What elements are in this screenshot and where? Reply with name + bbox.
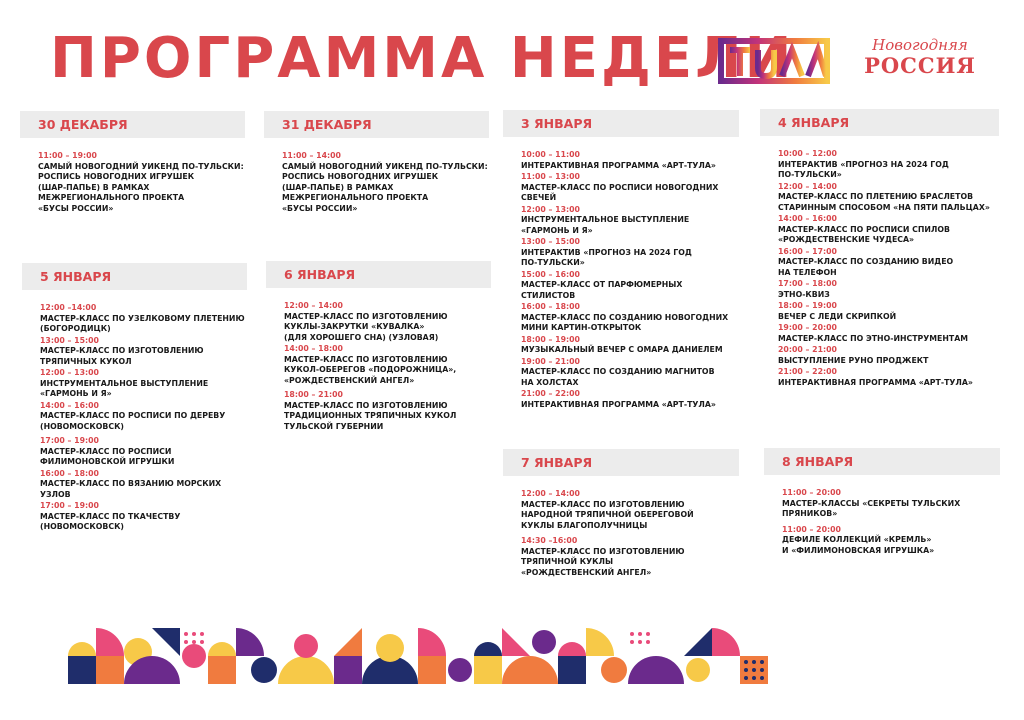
event-time: 16:00 – 18:00 [521,302,580,311]
event-time: 18:00 – 21:00 [284,390,343,399]
day-card-jan-5 [22,263,247,534]
event-title: МАСТЕР-КЛАСС ПО ИЗГОТОВЛЕНИЮ КУКЛЫ-ЗАКРУТКИ «КУВАЛКА» (ДЛЯ ХОРОШЕГО СНА) (УЗЛОВАЯ) [284,311,448,342]
event-title: ДЕФИЛЕ КОЛЛЕКЦИЙ «КРЕМЛЬ» И «ФИЛИМОНОВСКАЯ ИГРУШКА» [782,535,935,555]
day-card-jan-6 [266,261,491,433]
event-item [521,205,739,237]
event-item [284,301,491,343]
event-item [778,149,999,181]
event-title: МАСТЕР-КЛАСС ПО ТКАЧЕСТВУ (НОВОМОСКОВСК) [40,511,181,531]
event-time: 10:00 – 12:00 [778,149,837,158]
day-header: 7 ЯНВАРЯ [503,449,739,476]
day-card-jan-3 [503,110,739,411]
event-time: 18:00 – 19:00 [778,301,837,310]
day-card-dec-31 [264,111,489,215]
event-item [778,214,999,246]
tula-logo [718,38,830,88]
event-item [778,367,999,388]
event-list [266,288,491,432]
event-time: 17:00 – 18:00 [778,279,837,288]
event-time: 19:00 – 20:00 [778,323,837,332]
event-title: МАСТЕР-КЛАСС ПО РОСПИСИ СПИЛОВ «РОЖДЕСТВЕНСКИЕ ЧУДЕСА» [778,224,950,244]
event-time: 21:00 – 22:00 [521,389,580,398]
event-list [264,138,489,214]
event-time: 14:00 – 16:00 [778,214,837,223]
day-header: 6 ЯНВАРЯ [266,261,491,288]
event-item [40,303,247,335]
event-title: ИНТЕРАКТИВ «ПРОГНОЗ НА 2024 ГОД ПО-ТУЛЬСКИ» [521,247,692,267]
event-time: 12:00 – 13:00 [40,368,99,377]
event-time: 20:00 – 21:00 [778,345,837,354]
decorative-ornament-strip [68,628,768,688]
event-title: МАСТЕР-КЛАСС ПО СОЗДАНИЮ ВИДЕО НА ТЕЛЕФОН [778,257,954,277]
event-list [760,136,999,388]
event-item [778,279,999,300]
event-list [22,290,247,533]
event-item [778,247,999,279]
page-title: ПРОГРАММА НЕДЕЛИ [50,26,795,91]
event-item [521,357,739,389]
event-list [20,138,245,214]
event-item [521,150,739,171]
event-time: 17:00 – 19:00 [40,436,99,445]
event-title: ИНТЕРАКТИВ «ПРОГНОЗ НА 2024 ГОД ПО-ТУЛЬСКИ» [778,159,949,179]
event-title: ИНСТРУМЕНТАЛЬНОЕ ВЫСТУПЛЕНИЕ «ГАРМОНЬ И Я» [40,378,209,398]
event-item [521,536,739,578]
event-title: ИНТЕРАКТИВНАЯ ПРОГРАММА «АРТ-ТУЛА» [521,399,716,409]
event-item [782,488,1000,520]
event-time: 12:00 – 14:00 [778,181,837,191]
event-time: 21:00 – 22:00 [778,367,837,376]
event-title: ИНТЕРАКТИВНАЯ ПРОГРАММА «АРТ-ТУЛА» [521,160,716,170]
event-time: 14:30 –16:00 [521,536,578,545]
event-time: 10:00 – 11:00 [521,150,580,159]
event-title: МАСТЕР-КЛАСС ОТ ПАРФЮМЕРНЫХ СТИЛИСТОВ [521,280,683,300]
event-title: ИНТЕРАКТИВНАЯ ПРОГРАММА «АРТ-ТУЛА» [778,377,973,387]
event-title: МУЗЫКАЛЬНЫЙ ВЕЧЕР С ОМАРА ДАНИЕЛЕМ [521,345,723,354]
event-time: 18:00 – 19:00 [521,334,580,344]
event-item [284,344,491,386]
event-title: МАСТЕР-КЛАСС ПО ПЛЕТЕНИЮ БРАСЛЕТОВ СТАРИННЫМ СПОСОБОМ «НА ПЯТИ ПАЛЬЦАХ» [778,192,990,212]
event-item [38,151,245,214]
event-list [764,475,1000,556]
event-time: 14:00 – 18:00 [284,344,343,353]
event-item [521,270,739,302]
day-card-dec-30 [20,111,245,215]
event-title: МАСТЕР-КЛАССЫ «СЕКРЕТЫ ТУЛЬСКИХ ПРЯНИКОВ» [782,498,961,518]
event-time: 13:00 – 15:00 [40,335,99,345]
event-item [40,368,247,400]
event-time: 11:00 – 13:00 [521,172,580,181]
event-title: МАСТЕР-КЛАСС ПО ИЗГОТОВЛЕНИЮ ТРЯПИЧНЫХ КУКОЛ [40,346,204,366]
event-item [778,345,999,366]
event-item [521,335,739,356]
event-title: САМЫЙ НОВОГОДНИЙ УИКЕНД ПО-ТУЛЬСКИ: РОСПИСЬ НОВОГОДНИХ ИГРУШЕК (ШАР-ПАПЬЕ) В РАМКАХ МЕЖРЕГИОНАЛЬНОГО ПРОЕКТА «БУСЫ РОССИИ» [282,161,488,213]
day-header: 5 ЯНВАРЯ [22,263,247,290]
event-item [521,302,739,334]
event-time: 16:00 – 18:00 [40,468,99,478]
day-header: 8 ЯНВАРЯ [764,448,1000,475]
event-time: 11:00 – 20:00 [782,524,841,534]
event-time: 12:00 – 13:00 [521,204,580,214]
event-time: 12:00 – 14:00 [284,301,343,310]
event-time: 11:00 – 14:00 [282,151,341,160]
event-time: 11:00 – 20:00 [782,488,841,497]
event-time: 19:00 – 21:00 [521,356,580,366]
event-item [40,401,247,433]
day-header: 4 ЯНВАРЯ [760,109,999,136]
day-card-jan-8 [764,448,1000,557]
event-item [521,172,739,204]
event-title: ВЕЧЕР С ЛЕДИ СКРИПКОЙ [778,311,897,321]
event-item [40,469,247,501]
event-item [778,323,999,344]
event-item [40,436,247,468]
event-title: МАСТЕР-КЛАСС ПО ИЗГОТОВЛЕНИЮ КУКОЛ-ОБЕРЕГОВ «ПОДОРОЖНИЦА», «РОЖДЕСТВЕНСКИЙ АНГЕЛ» [284,354,457,385]
event-item [521,489,739,531]
event-time: 17:00 – 19:00 [40,501,99,510]
event-title: МАСТЕР-КЛАСС ПО ВЯЗАНИЮ МОРСКИХ УЗЛОВ [40,479,222,499]
day-card-jan-4 [760,109,999,389]
event-item [284,390,491,432]
event-title: МАСТЕР-КЛАСС ПО ИЗГОТОВЛЕНИЮ ТРАДИЦИОННЫХ ТРЯПИЧНЫХ КУКОЛ ТУЛЬСКОЙ ГУБЕРНИИ [284,400,457,431]
logo-line-2: РОССИЯ [864,53,976,78]
event-item [778,301,999,322]
event-time: 11:00 – 19:00 [38,151,97,160]
event-time: 16:00 – 17:00 [778,246,837,256]
novogodnyaya-rossiya-logo [860,36,980,78]
event-item [521,237,739,269]
event-title: ВЫСТУПЛЕНИЕ РУНО ПРОДЖЕКТ [778,355,929,365]
day-header: 31 ДЕКАБРЯ [264,111,489,138]
event-title: САМЫЙ НОВОГОДНИЙ УИКЕНД ПО-ТУЛЬСКИ: РОСПИСЬ НОВОГОДНИХ ИГРУШЕК (ШАР-ПАПЬЕ) В РАМКАХ МЕЖРЕГИОНАЛЬНОГО ПРОЕКТА «БУСЫ РОССИИ» [38,161,244,213]
event-title: МАСТЕР-КЛАСС ПО СОЗДАНИЮ НОВОГОДНИХ МИНИ КАРТИН-ОТКРЫТОК [521,312,729,332]
event-title: МАСТЕР-КЛАСС ПО УЗЕЛКОВОМУ ПЛЕТЕНИЮ (БОГОРОДИЦК) [40,313,245,333]
event-item [282,151,489,214]
event-title: МАСТЕР-КЛАСС ПО РОСПИСИ НОВОГОДНИХ СВЕЧЕЙ [521,182,719,202]
event-time: 12:00 –14:00 [40,303,97,312]
event-title: МАСТЕР-КЛАСС ПО РОСПИСИ ФИЛИМОНОВСКОЙ ИГРУШКИ [40,446,175,466]
logo-line-1: Новогодняя [872,36,968,54]
event-time: 12:00 – 14:00 [521,489,580,498]
event-item [521,389,739,410]
ornament-graphic [68,628,768,684]
event-title: МАСТЕР-КЛАСС ПО ЭТНО-ИНСТРУМЕНТАМ [778,333,968,343]
event-list [503,476,739,578]
event-item [40,336,247,368]
event-item [782,525,1000,557]
event-title: МАСТЕР-КЛАСС ПО РОСПИСИ ПО ДЕРЕВУ (НОВОМОСКОВСК) [40,411,226,431]
event-item [40,501,247,533]
event-time: 14:00 – 16:00 [40,400,99,410]
event-title: МАСТЕР-КЛАСС ПО ИЗГОТОВЛЕНИЮ ТРЯПИЧНОЙ КУКЛЫ «РОЖДЕСТВЕНСКИЙ АНГЕЛ» [521,546,685,577]
event-time: 15:00 – 16:00 [521,269,580,279]
event-title: МАСТЕР-КЛАСС ПО ИЗГОТОВЛЕНИЮ НАРОДНОЙ ТРЯПИЧНОЙ ОБЕРЕГОВОЙ КУКЛЫ БЛАГОПОЛУЧНИЦЫ [521,499,694,530]
day-header: 30 ДЕКАБРЯ [20,111,245,138]
event-title: ЭТНО-КВИЗ [778,289,830,299]
event-title: МАСТЕР-КЛАСС ПО СОЗДАНИЮ МАГНИТОВ НА ХОЛСТАХ [521,367,715,387]
event-list [503,137,739,410]
event-title: ИНСТРУМЕНТАЛЬНОЕ ВЫСТУПЛЕНИЕ «ГАРМОНЬ И Я» [521,215,690,235]
event-item [778,182,999,214]
tula-logo-graphic [718,38,830,84]
event-time: 13:00 – 15:00 [521,237,580,246]
day-header: 3 ЯНВАРЯ [503,110,739,137]
day-card-jan-7 [503,449,739,579]
